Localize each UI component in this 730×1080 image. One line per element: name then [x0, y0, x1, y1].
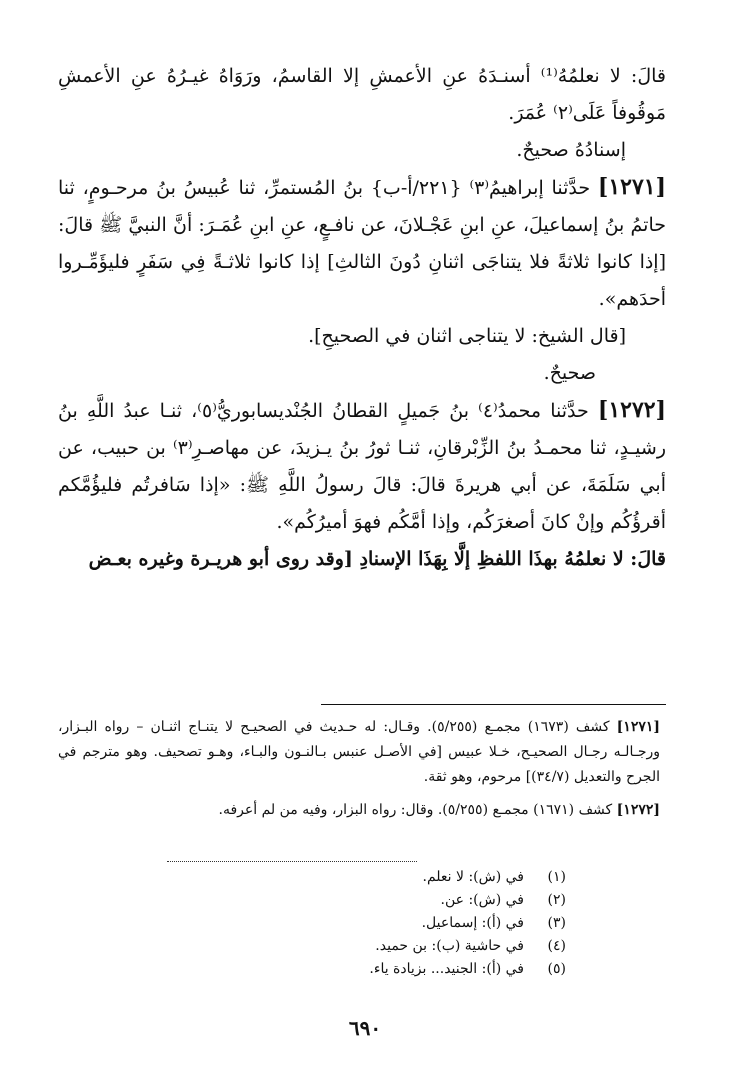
paragraph-isnad: إسنادُهُ صحيحٌ. — [516, 139, 626, 161]
footnote-number: (١) — [547, 869, 566, 885]
paragraph-sheikh: [قال الشيخ: لا يتناجى اثنان في الصحيحِ]. — [308, 325, 626, 347]
page-number: ٦٩٠ — [348, 1016, 382, 1040]
takhrij-1272 — [58, 798, 666, 823]
takhrij-1271 — [58, 715, 666, 790]
takhrij-text-1272: كشف (١٦٧١) مجمـع (٥/٢٥٥). وقال: رواه البزار، وفيه من لم أعرفه. — [218, 802, 613, 818]
hadith-1271 — [58, 169, 666, 318]
footnote-number: (٣) — [547, 915, 566, 931]
footnote-number: (٢) — [547, 892, 566, 908]
footnote-number: (٥) — [547, 961, 566, 977]
footnote-text: في (ش): لا نعلم. — [422, 869, 524, 885]
footnotes-divider — [167, 861, 417, 862]
hadith-1272 — [58, 392, 666, 541]
paragraph-sahih: صحيحٌ. — [543, 362, 596, 384]
footnote-item — [58, 958, 566, 981]
footnote-item — [58, 912, 566, 935]
hadith-number-1272: [١٢٧٢] — [597, 397, 666, 423]
hadith-text-1271: حدَّثنا إبراهيمُ⁽٣⁾ {٢٢١/أ-ب} بنُ المُستمرِّ، ثنا عُبيسُ بنُ مرحـومٍ، ثنا حاتمُ بنُ إسماعيلَ، عنِ ابنِ عَجْـلانَ، عن نافـعٍ، عنِ ابنِ عُمَـرَ: أنَّ النبيَّ ﷺ قالَ: [إذا كانوا ثلاثةً فلا يتناجَى اثنانِ دُونَ الثالثِ] إذا كانوا ثلاثـةً فِي سَفَرٍ فليؤَمِّـروا أحدَهم». — [58, 177, 666, 310]
footnote-text: في (أ): إسماعيل. — [421, 915, 524, 931]
takhrij-text-1271: كشف (١٦٧٣) مجمـع (٥/٢٥٥). وقـال: له حـديث في الصحيـح لا يتنـاج اثنـان – رواه البـزار، ورجـالـه رجـال الصحيـح، خـلا عبيس [في الأصـل عنبس بـالنـون والبـاء، وهـو تصحيف. وهو مترجم في الجرح والتعديل (٣٤/٧)] مرحوم، وهو ثقة. — [58, 719, 660, 785]
hadith-number-1271: [١٢٧١] — [597, 174, 666, 200]
takhrij-divider — [321, 704, 666, 705]
paragraph-qala-1: قالَ: لا نعلمُهُ⁽¹⁾ أسنـدَهُ عنِ الأعمشِ إلا القاسمُ، ورَوَاهُ غيـرُهُ عنِ الأعمشِ مَوقُوفاً عَلَى⁽٢⁾ عُمَرَ. — [58, 65, 666, 124]
footnote-item — [58, 935, 566, 958]
takhrij-label-1271: [١٢٧١] — [616, 719, 660, 735]
main-text — [58, 58, 666, 658]
footnote-number: (٤) — [547, 938, 566, 954]
footnote-item — [58, 889, 566, 912]
footnote-text: في (ش): عن. — [440, 892, 524, 908]
takhrij-label-1272: [١٢٧٢] — [616, 802, 660, 818]
hadith-text-1272: حدَّثنا محمدُ⁽٤⁾ بنُ جَميلٍ القطانُ الجُنْديسابوريُّ⁽٥⁾، ثنـا عبدُ اللَّهِ بنُ رشيـدٍ، ثنا محمـدُ بنُ الزِّبْرقانِ، ثنـا ثورُ بنُ يـزيدَ، عن مهاصـرِ⁽٣⁾ بن حبيب، عن أبي سَلَمَةَ، عن أبي هريرةَ قالَ: قالَ رسولُ اللَّهِ ﷺ: «إذا سَافرتُم فليؤُمَّكم أقرؤُكُم وإنْ كانَ أصغرَكُم، وإذا أمَّكُم فهوَ أميرُكُم». — [58, 400, 666, 533]
footnote-item — [58, 866, 566, 889]
footnote-text: في (أ): الجنيد... بزيادة ياء. — [369, 961, 524, 977]
footnote-text: في حاشية (ب): بن حميد. — [375, 938, 524, 954]
paragraph-qala-last: قالَ: لا نعلمُهُ بهذَا اللفظِ إلَّا بِهَذَا الإسنادِ [وقد روى أبو هريـرة وغيره بعـض — [88, 548, 666, 570]
footnotes-list — [58, 866, 666, 981]
